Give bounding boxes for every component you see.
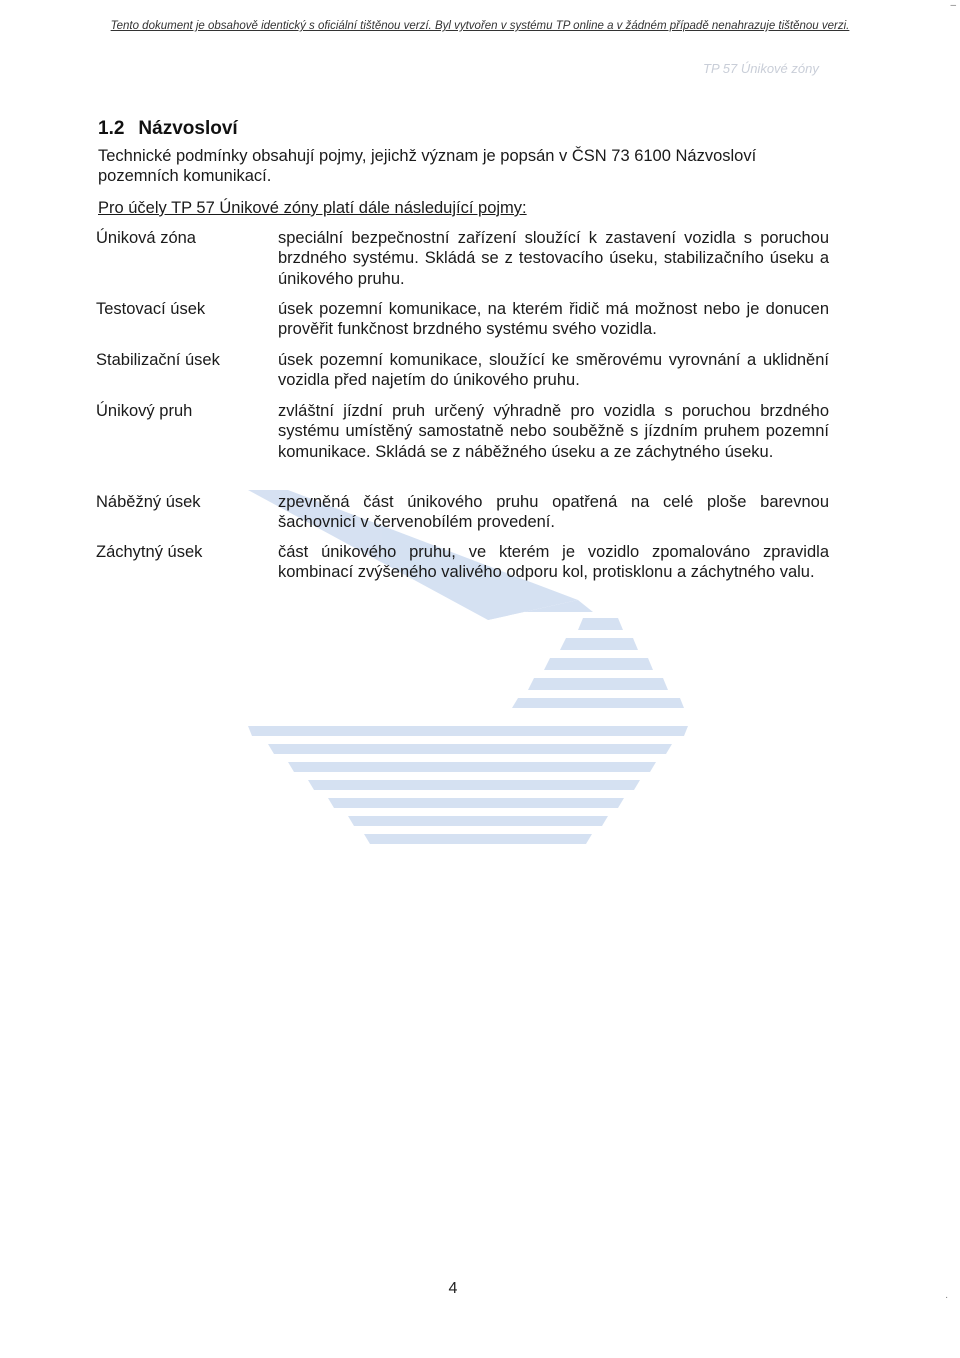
- intro-line-1: Technické podmínky obsahují pojmy, jejichž význam je popsán v ČSN 73 6100 Názvosloví: [98, 147, 757, 165]
- term-label: Náběžný úsek: [96, 493, 201, 511]
- intro-line-2: pozemních komunikací.: [98, 167, 272, 185]
- disclaimer-banner: Tento dokument je obsahově identický s oficiální tištěnou verzí. Byl vytvořen v systému TP online a v žádném případě nenahrazuje tištěnou verzi.: [110, 20, 850, 32]
- section-number: 1.2: [98, 118, 125, 139]
- term-label: Úniková zóna: [96, 229, 196, 247]
- term-definition: úsek pozemní komunikace, sloužící ke směrovému vyrovnání a uklidnění vozidla před najetím do únikového pruhu.: [278, 351, 829, 390]
- section-title: Názvosloví: [138, 118, 238, 139]
- term-definition: část únikového pruhu, ve kterém je vozidlo zpomalováno zpravidla kombinací zvýšeného valivého odporu kol, protisklonu a záchytného valu.: [278, 543, 829, 582]
- definitions-lead: Pro účely TP 57 Únikové zóny platí dále následující pojmy:: [98, 199, 527, 217]
- term-definition: úsek pozemní komunikace, na kterém řidič má možnost nebo je donucen prověřit funkčnost brzdného systému svého vozidla.: [278, 300, 829, 339]
- term-label: Záchytný úsek: [96, 543, 203, 561]
- running-header: TP 57 Únikové zóny: [703, 61, 819, 76]
- term-label: Únikový pruh: [96, 402, 193, 420]
- term-label: Stabilizační úsek: [96, 351, 220, 369]
- page-number: 4: [448, 1280, 458, 1297]
- scan-dot: .: [945, 1290, 948, 1301]
- term-definition: zvláštní jízdní pruh určený výhradně pro vozidla s poruchou brzdného systému umístěný samostatně nebo souběžně s jízdním pruhem pozemní komunikace. Skládá se z náběžného úseku a ze záchytného úseku.: [278, 402, 829, 461]
- term-definition: zpevněná část únikového pruhu opatřená na celé ploše barevnou šachovnicí v červenobílém provedení.: [278, 493, 829, 532]
- corner-mark: –: [950, 0, 956, 11]
- term-label: Testovací úsek: [96, 300, 206, 318]
- term-definition: speciální bezpečnostní zařízení sloužící k zastavení vozidla s poruchou brzdného systému. Skládá se z testovacího úseku, stabilizačního úseku a únikového pruhu.: [278, 229, 829, 288]
- section-heading: [98, 118, 238, 140]
- section-intro: [98, 146, 838, 186]
